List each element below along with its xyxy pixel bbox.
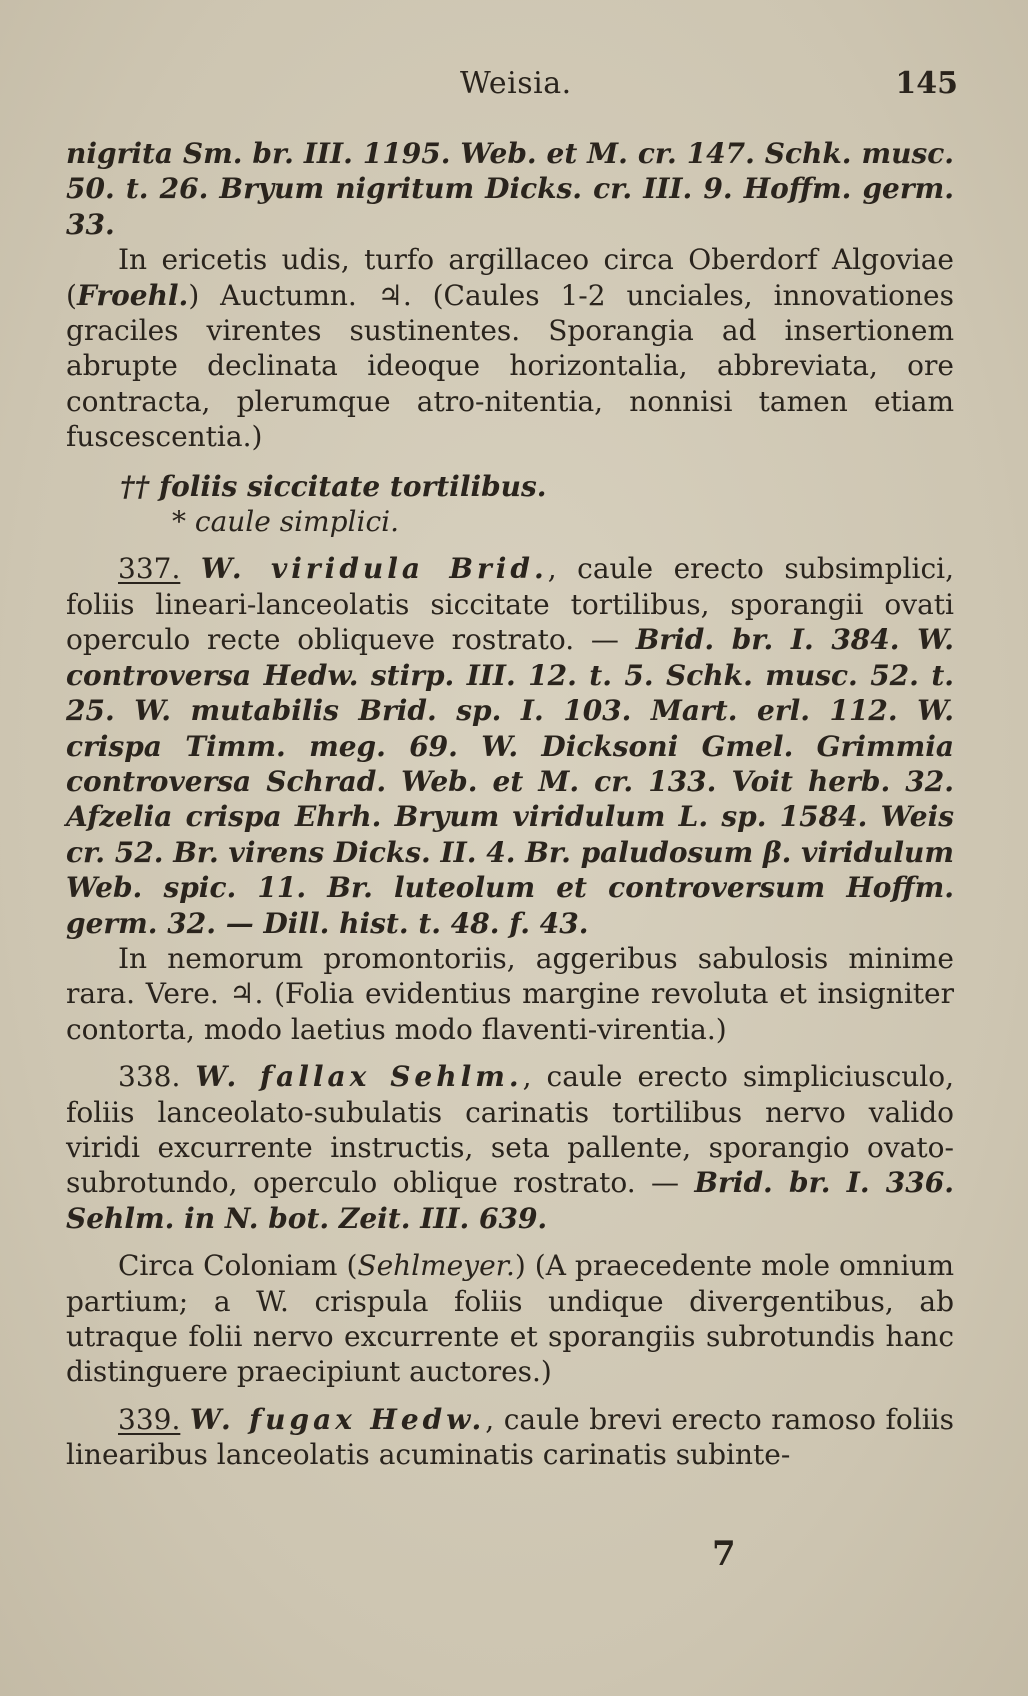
subsection-heading: * caule simplici. bbox=[172, 505, 399, 539]
species-name: W. fallax Sehlm. bbox=[195, 1060, 523, 1094]
habitat-paragraph: In ericetis udis, turfo argillaceo circa Oberdorf Algoviae (Froehl.) Auctumn. ♃. (Caules 1-2 unciales, innovationes graciles virentes sustinentes. Sporangia ad insertionem abrupte declinata ideoque horizontalia, abbreviata, ore contracta, plerumque atro-nitentia, nonnisi tamen etiam fuscescentia.) bbox=[66, 243, 954, 454]
entry-number: 339. bbox=[118, 1402, 181, 1436]
running-title: Weisia. bbox=[460, 66, 572, 101]
species-entry-338: 338. W. fallax Sehlm., caule erecto simpliciusculo, foliis lanceolato-subulatis carinatis tortilibus nervo valido viridi excurrente instructis, seta pallente, sporangio ovato-subrotundo, operculo oblique rostrato. — Brid. br. I. 336. Sehlm. in N. bot. Zeit. III. 639. bbox=[66, 1060, 954, 1235]
signature-mark: 7 bbox=[712, 1534, 736, 1574]
entry-number: 338. bbox=[118, 1060, 181, 1094]
page-number: 145 bbox=[895, 66, 958, 101]
page-header bbox=[0, 66, 1028, 110]
page-body bbox=[66, 136, 954, 1473]
section-heading: †† foliis siccitate tortilibus. bbox=[120, 469, 547, 503]
habitat-paragraph: In nemorum promontoriis, aggeribus sabulosis minime rara. Vere. ♃. (Folia evidentius margine revoluta et insigniter contorta, modo laetius modo flaventi-virentia.) bbox=[66, 941, 954, 1046]
species-name: W. fugax Hedw. bbox=[189, 1402, 486, 1436]
entry-number: 337. bbox=[118, 552, 181, 586]
citation-continued: nigrita Sm. br. III. 1195. Web. et M. cr. 147. Schk. musc. 50. t. 26. Bryum nigritum Dicks. cr. III. 9. Hoffm. germ. 33. bbox=[66, 137, 954, 241]
species-entry-339: 339. W. fugax Hedw., caule brevi erecto ramoso foliis linearibus lanceolatis acuminatis carinatis subinte- bbox=[66, 1402, 954, 1472]
species-entry-337: 337. W. viridula Brid., caule erecto subsimplici, foliis lineari-lanceolatis siccitate tortilibus, sporangii ovati operculo recte obliqueve rostrato. — Brid. br. I. 384. W. controversa Hedw. stirp. III. 12. t. 5. Schk. musc. 52. t. 25. W. mutabilis Brid. sp. I. 103. Mart. erl. 112. W. crispa Timm. meg. 69. W. Dicksoni Gmel. Grimmia controversa Schrad. Web. et M. cr. 133. Voit herb. 32. Afzelia crispa Ehrh. Bryum viridulum L. sp. 1584. Weis cr. 52. Br. virens Dicks. II. 4. Br. paludosum β. viridulum Web. spic. 11. Br. luteolum et controversum Hoffm. germ. 32. — Dill. hist. t. 48. f. 43. bbox=[66, 552, 954, 940]
habitat-paragraph: Circa Coloniam (Sehlmeyer.) (A praecedente mole omnium partium; a W. crispula foliis undique divergentibus, ab utraque folii nervo excurrente et sporangiis subrotundis hanc distinguere praecipiunt auctores.) bbox=[66, 1249, 954, 1389]
species-name: W. viridula Brid. bbox=[200, 552, 548, 586]
